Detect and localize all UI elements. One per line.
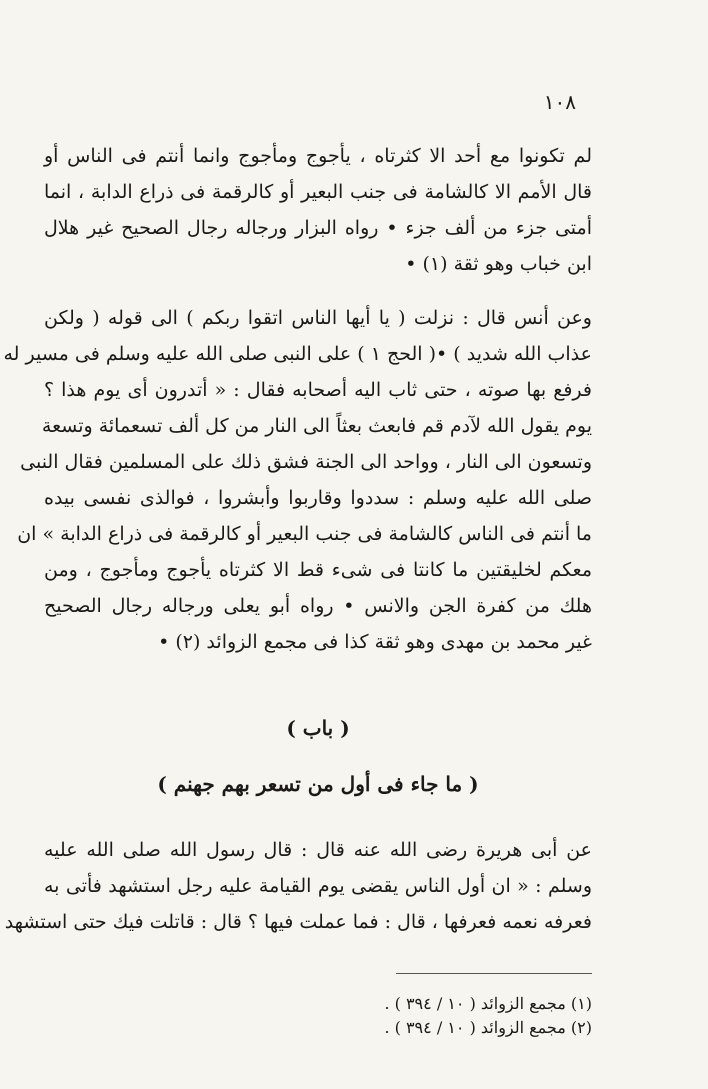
text-line: عن أبى هريرة رضى الله عنه قال : قال رسول الله صلى الله عليه xyxy=(44,839,592,861)
paragraph-3 xyxy=(4,832,592,940)
text-line: فرفع بها صوته ، حتى ثاب اليه أصحابه فقال : « أتدرون أى يوم هذا ؟ xyxy=(44,379,592,401)
text-line: يوم يقول الله لآدم قم فابعث بعثاً الى النار من كل ألف تسعمائة وتسعة xyxy=(41,415,592,437)
text-line: ما أنتم فى الناس كالشامة فى جنب البعير أو كالرقمة فى ذراع الدابة » ان xyxy=(17,523,592,545)
text-line: هلك من كفرة الجن والانس • رواه أبو يعلى ورجاله رجال الصحيح xyxy=(44,595,592,617)
chapter-title: ( باب ) xyxy=(286,716,350,740)
page-number: ١٠٨ xyxy=(543,90,576,114)
text-line: ابن خباب وهو ثقة (١) • xyxy=(405,253,592,275)
footnote-separator xyxy=(396,973,592,974)
text-line: وتسعون الى النار ، وواحد الى الجنة فشق ذلك على المسلمين فقال النبى xyxy=(20,451,592,473)
text-line: فعرفه نعمه فعرفها ، قال : فما عملت فيها ؟ قال : قاتلت فيك حتى استشهد xyxy=(4,911,592,933)
text-line: غير محمد بن مهدى وهو ثقة كذا فى مجمع الزوائد (٢) • xyxy=(158,631,592,653)
paragraph-2 xyxy=(3,300,592,660)
paragraph-1 xyxy=(44,138,592,282)
text-line: وسلم : « ان أول الناس يقضى يوم القيامة عليه رجل استشهد فأتى به xyxy=(44,875,592,897)
chapter-subtitle: ( ما جاء فى أول من تسعر بهم جهنم ) xyxy=(157,772,479,796)
text-line: لم تكونوا مع أحد الا كثرتاه ، يأجوج ومأجوج وانما أنتم فى الناس أو xyxy=(44,145,592,167)
text-line: أمتى جزء من ألف جزء • رواه البزار ورجاله رجال الصحيح غير هلال xyxy=(44,217,592,239)
footnote: (٢) مجمع الزوائد ( ١٠ / ٣٩٤ ) . xyxy=(384,1018,592,1037)
text-line: عذاب الله شديد ) •( الحج ١ ) على النبى صلى الله عليه وسلم فى مسير له xyxy=(3,343,592,365)
footnote: (١) مجمع الزوائد ( ١٠ / ٣٩٤ ) . xyxy=(384,994,592,1013)
text-line: صلى الله عليه وسلم : سددوا وقاربوا وأبشروا ، فوالذى نفسى بيده xyxy=(44,487,592,509)
text-line: قال الأمم الا كالشامة فى جنب البعير أو كالرقمة فى ذراع الدابة ، انما xyxy=(44,181,592,203)
text-line: وعن أنس قال : نزلت ( يا أيها الناس اتقوا ربكم ) الى قوله ( ولكن xyxy=(44,307,592,329)
footnotes xyxy=(250,992,592,1040)
text-line: معكم لخليقتين ما كانتا فى شىء قط الا كثرتاه يأجوج ومأجوج ، ومن xyxy=(44,559,592,581)
